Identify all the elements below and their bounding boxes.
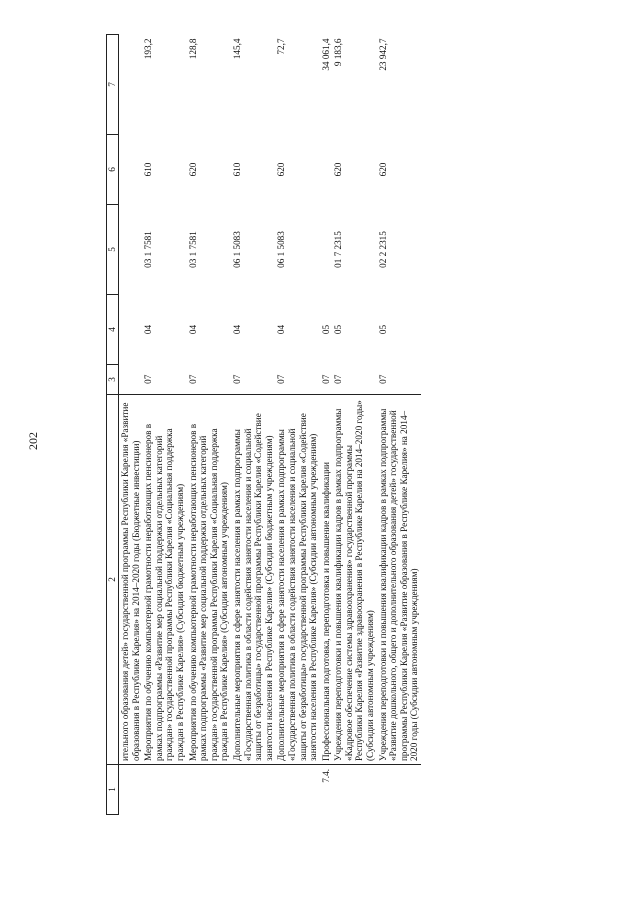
budget-table — [106, 34, 421, 815]
section-code: 07 — [187, 374, 198, 384]
subsection-code: 05 — [377, 324, 388, 335]
row-name: Профессиональная подготовка, переподготовка и повышение квалификации — [320, 395, 333, 765]
amount: 128,8 — [187, 38, 198, 60]
target-article-code: 01 7 2315 — [333, 231, 344, 268]
target-article-code: 02 2 2315 — [377, 231, 388, 268]
row-number — [231, 765, 275, 815]
expense-type-code: 620 — [377, 162, 388, 177]
column-number: 2 — [107, 395, 119, 765]
row-number — [332, 765, 376, 815]
section-code: 07 — [231, 374, 242, 384]
subsection-code: 04 — [187, 324, 198, 335]
column-number: 6 — [107, 135, 119, 205]
section-code: 07 — [377, 374, 388, 384]
row-number: 7.4. — [320, 769, 331, 783]
amount — [119, 35, 143, 135]
column-number: 1 — [107, 765, 119, 815]
row-name: Дополнительные мероприятия в сфере занятости населения в рамках подпрограммы «Государственная политика в области содействия занятости населения и социальной защиты от безработицы» государственной программы Республики Карелия «Содействие занятости населения в Республике Карелия» (Субсидии автономным учреждениям) — [275, 395, 319, 765]
row-number — [187, 765, 231, 815]
row-number — [142, 765, 186, 815]
page-number: 202 — [26, 432, 40, 450]
row-number — [275, 765, 319, 815]
expense-type-code: 610 — [231, 162, 242, 177]
target-article-code: 06 1 5083 — [276, 231, 287, 268]
expense-type-code: 620 — [333, 162, 344, 177]
row-number — [119, 765, 143, 815]
table-row — [377, 35, 421, 815]
table-row — [275, 35, 319, 815]
target-article-code — [119, 205, 143, 295]
subsection-code: 04 — [276, 324, 287, 335]
section-code: 07 — [333, 374, 344, 384]
table-row — [332, 35, 376, 815]
expense-type-code: 620 — [276, 162, 287, 177]
subsection-code: 05 — [333, 324, 344, 335]
column-number-header — [107, 35, 119, 815]
row-name: Дополнительные мероприятия в сфере занятости населения в рамках подпрограммы «Государственная политика в области содействия занятости населения и социальной защиты от безработицы» государственной программы Республики Карелия «Содействие занятости населения в Республике Карелия» (Субсидии бюджетным учреждениям) — [231, 395, 275, 765]
amount: 72,7 — [276, 38, 287, 55]
table-row — [187, 35, 231, 815]
row-name: Учреждения переподготовки и повышения квалификации кадров в рамках подпрограммы «Кадровое обеспечение системы здравоохранения» государственной программы Республики Карелия «Развитие здравоохранения в Республике Карелия на 2014–2020 годы» (Субсидии автономным учреждениям) — [332, 395, 376, 765]
row-name: ительного образования детей» государственной программы Республики Карелия «Развитие образования в Республике Карелия» на 2014–2020 годы (Бюджетные инвестиции) — [119, 395, 143, 765]
target-article-code: 03 1 7581 — [143, 231, 154, 268]
expense-type-code — [320, 135, 333, 205]
column-number: 7 — [107, 35, 119, 135]
row-name: Мероприятия по обучению компьютерной грамотности неработающих пенсионеров в рамках подпрограммы «Развитие мер социальной поддержки отдельных категорий граждан» государственной программы Республики Карелия «Социальная поддержка граждан в Республике Карелия» (Субсидии бюджетным учреждениям) — [142, 395, 186, 765]
target-article-code — [320, 205, 333, 295]
row-name: Мероприятия по обучению компьютерной грамотности неработающих пенсионеров в рамках подпрограммы «Развитие мер социальной поддержки отдельных категорий граждан» государственной программы Республики Карелия «Социальная поддержка граждан в Республике Карелия» (Субсидии автономным учреждениям) — [187, 395, 231, 765]
section-code: 07 — [276, 374, 287, 384]
expense-type-code — [119, 135, 143, 205]
row-number — [377, 765, 421, 815]
expense-type-code: 620 — [187, 162, 198, 177]
section-code — [119, 365, 143, 395]
target-article-code: 06 1 5083 — [231, 231, 242, 268]
amount: 193,2 — [143, 38, 154, 60]
amount: 9 183,6 — [333, 38, 344, 67]
subsection-code — [119, 295, 143, 365]
table-row — [119, 35, 143, 815]
column-number: 3 — [107, 365, 119, 395]
expense-type-code: 610 — [143, 162, 154, 177]
subsection-code: 05 — [320, 324, 331, 335]
table-row — [231, 35, 275, 815]
subsection-code: 04 — [231, 324, 242, 335]
subsection-code: 04 — [143, 324, 154, 335]
section-code: 07 — [320, 374, 331, 384]
amount: 34 061,4 — [320, 38, 331, 71]
amount: 145,4 — [231, 38, 242, 60]
rotated-page-content — [106, 35, 596, 815]
table-row — [142, 35, 186, 815]
column-number: 4 — [107, 295, 119, 365]
section-code: 07 — [143, 374, 154, 384]
target-article-code: 03 1 7581 — [187, 231, 198, 268]
column-number: 5 — [107, 205, 119, 295]
amount: 23 942,7 — [377, 38, 388, 71]
table-row — [320, 35, 333, 815]
row-name: Учреждения переподготовки и повышения квалификации кадров в рамках подпрограммы «Развитие дошкольного, общего и дополнительного образования детей» государственной программы Республики Карелия «Развитие образования в Республике Карелия» на 2014–2020 годы (Субсидии автономным учреждениям) — [377, 395, 421, 765]
